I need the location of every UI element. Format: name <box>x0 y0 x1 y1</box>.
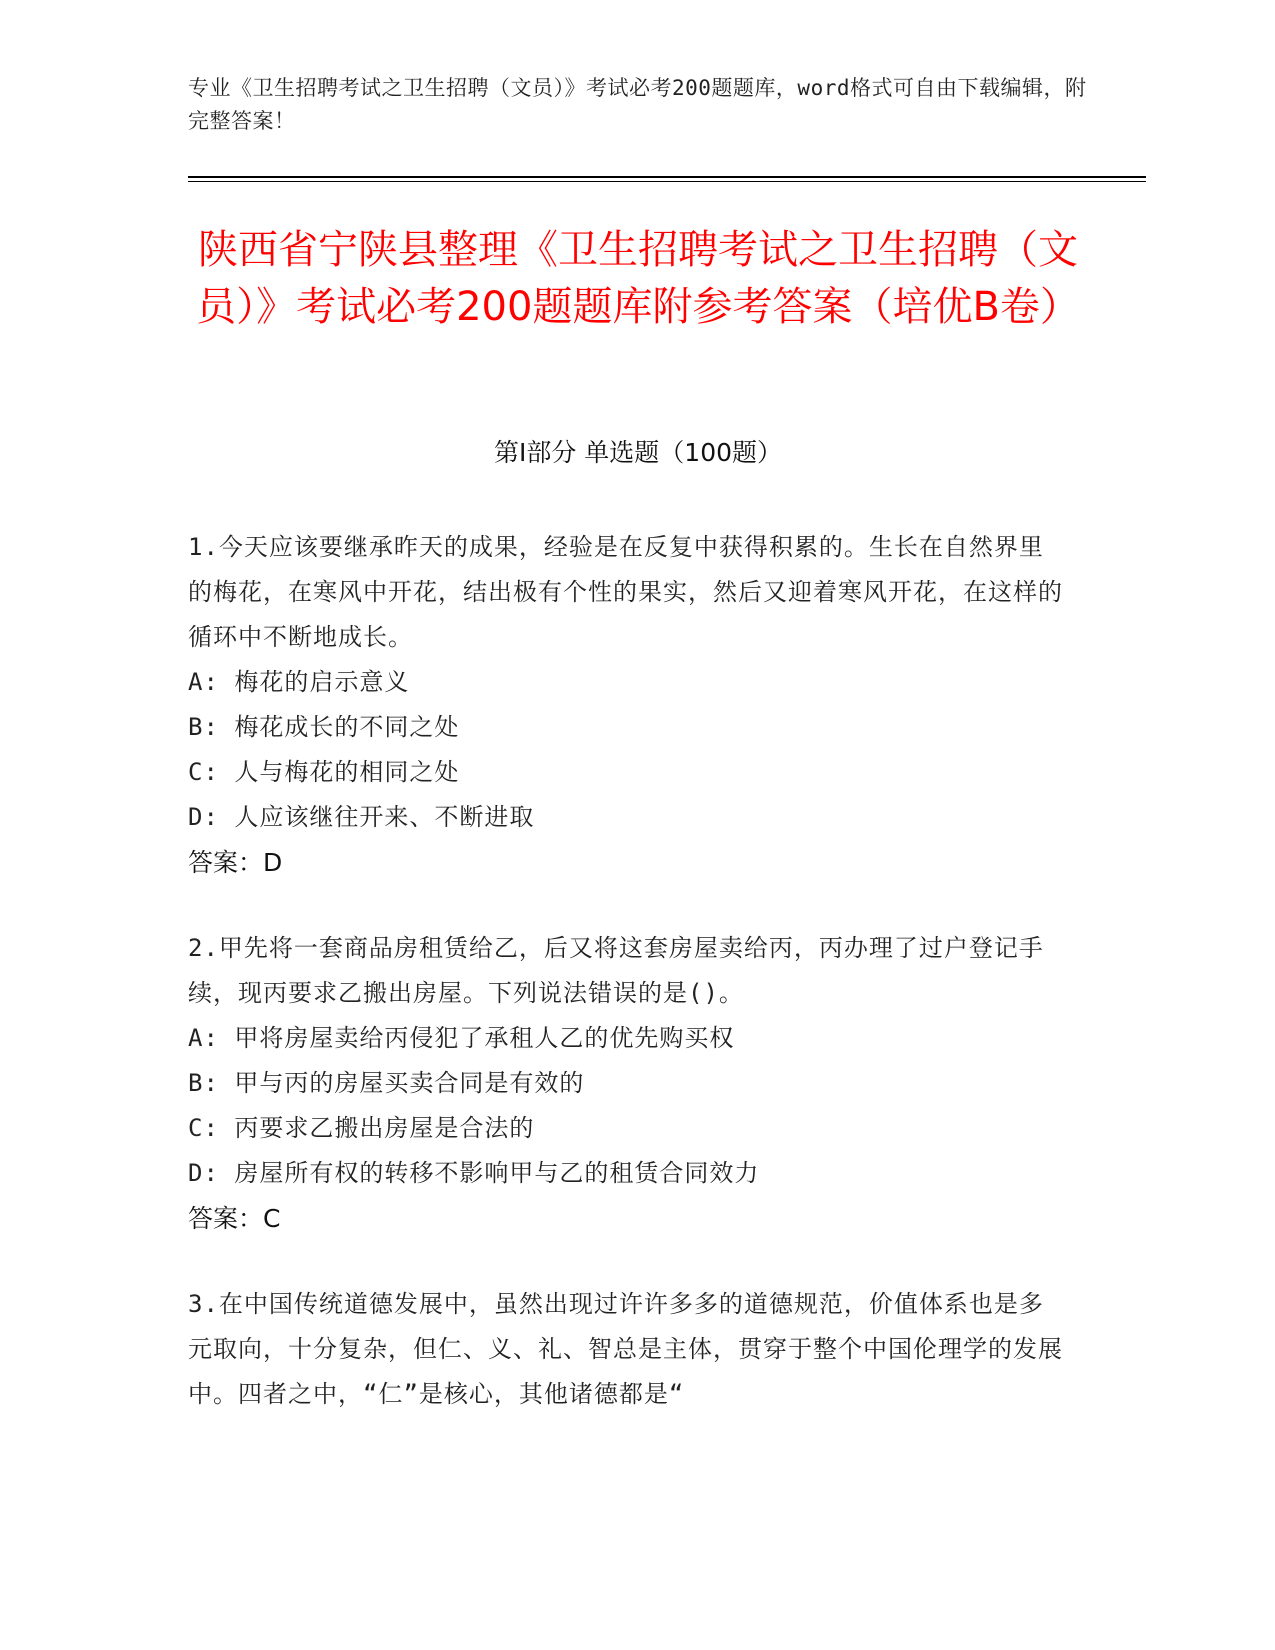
header-divider-thick <box>188 176 1146 178</box>
option-d: D: 房屋所有权的转移不影响甲与乙的租赁合同效力 <box>188 1159 760 1187</box>
answer: 答案：C <box>188 1204 281 1233</box>
question-text: 3.在中国传统道德发展中，虽然出现过许许多多的道德规范，价值体系也是多元取向，十分复杂，但仁、义、礼、智总是主体，贯穿于整个中国伦理学的发展中。四者之中，“仁”是核心，其他诸德都是“ <box>188 1290 1063 1408</box>
option-b: B: 梅花成长的不同之处 <box>188 713 460 741</box>
header-divider-thin <box>188 181 1146 182</box>
document-title: 陕西省宁陕县整理《卫生招聘考试之卫生招聘（文员）》考试必考200题题库附参考答案（培优B卷） <box>196 227 1080 330</box>
question-1 <box>188 525 1068 886</box>
option-d: D: 人应该继往开来、不断进取 <box>188 803 535 831</box>
question-2 <box>188 926 1068 1242</box>
answer: 答案：D <box>188 848 283 877</box>
section-heading: 第Ⅰ部分 单选题（100题） <box>493 438 783 467</box>
question-3 <box>188 1282 1068 1417</box>
question-list <box>188 525 1068 1457</box>
question-text: 1.今天应该要继承昨天的成果，经验是在反复中获得积累的。生长在自然界里的梅花，在寒风中开花，结出极有个性的果实，然后又迎着寒风开花，在这样的循环中不断地成长。 <box>188 533 1063 651</box>
option-a: A: 甲将房屋卖给丙侵犯了承租人乙的优先购买权 <box>188 1024 735 1052</box>
option-c: C: 人与梅花的相同之处 <box>188 758 460 786</box>
option-b: B: 甲与丙的房屋买卖合同是有效的 <box>188 1069 585 1097</box>
option-c: C: 丙要求乙搬出房屋是合法的 <box>188 1114 535 1142</box>
option-a: A: 梅花的启示意义 <box>188 668 410 696</box>
question-text: 2.甲先将一套商品房租赁给乙，后又将这套房屋卖给丙，丙办理了过户登记手续，现丙要求乙搬出房屋。下列说法错误的是()。 <box>188 934 1044 1007</box>
header-note: 专业《卫生招聘考试之卫生招聘（文员）》考试必考200题题库，word格式可自由下载编辑，附完整答案！ <box>188 76 1087 133</box>
